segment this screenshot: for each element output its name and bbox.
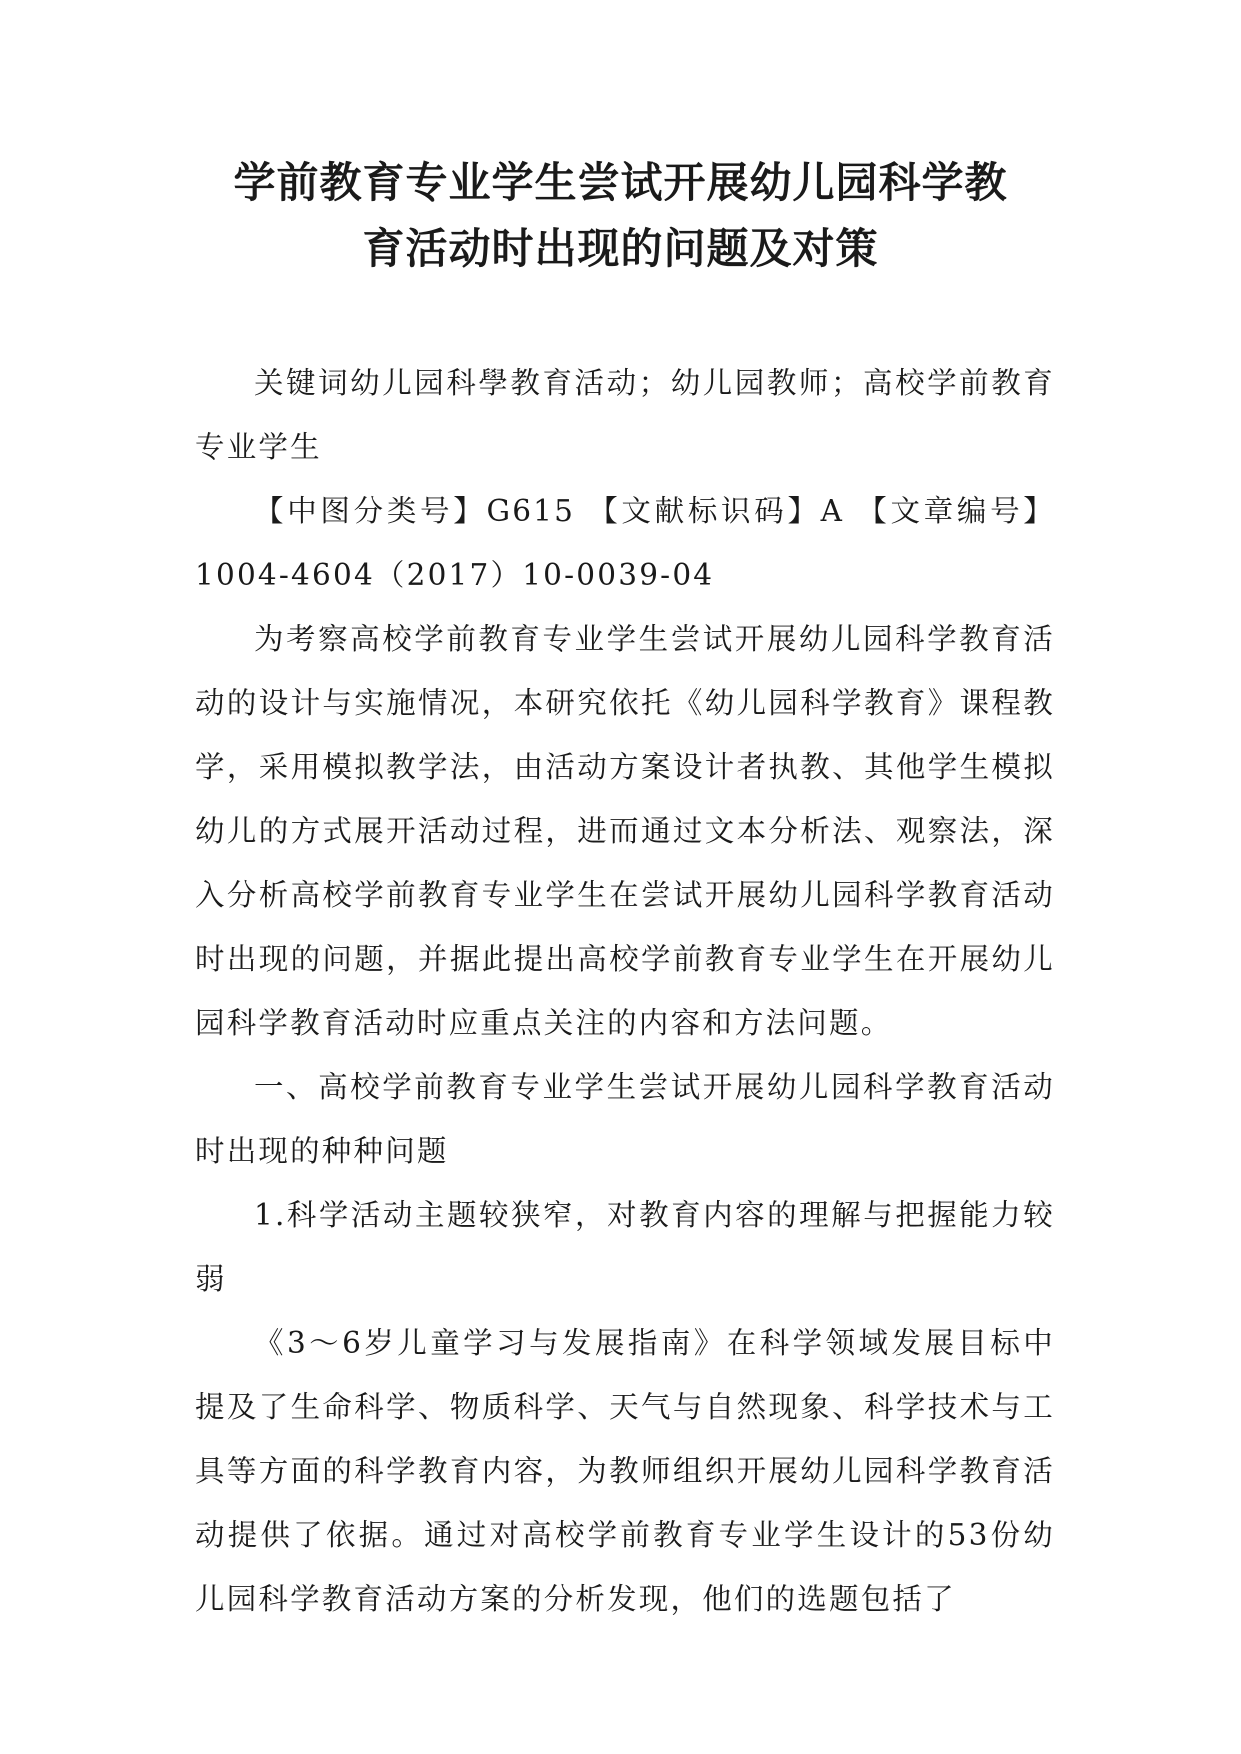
subsection-heading-1: 1.科学活动主题较狭窄，对教育内容的理解与把握能力较弱 (195, 1198, 1055, 1296)
section-heading-1: 一、高校学前教育专业学生尝试开展幼儿园科学教育活动时出现的种种问题 (195, 1070, 1055, 1168)
document-body (195, 351, 1055, 1631)
title-line-1: 学前教育专业学生尝试开展幼儿园科学教 (233, 158, 1008, 207)
classification-paragraph: 【中图分类号】G615 【文献标识码】A 【文章编号】1004-4604（2017）10-0039-04 (195, 494, 1055, 592)
keywords-paragraph: 关键词幼儿园科學教育活动；幼儿园教师；高校学前教育专业学生 (195, 366, 1055, 464)
document-title (150, 150, 1091, 282)
body-paragraph: 《3～6岁儿童学习与发展指南》在科学领域发展目标中提及了生命科学、物质科学、天气与自然现象、科学技术与工具等方面的科学教育内容，为教师组织开展幼儿园科学教育活动提供了依据。通过对高校学前教育专业学生设计的53份幼儿园科学教育活动方案的分析发现，他们的选题包括了 (195, 1326, 1055, 1616)
intro-paragraph: 为考察高校学前教育专业学生尝试开展幼儿园科学教育活动的设计与实施情况，本研究依托《幼儿园科学教育》课程教学，采用模拟教学法，由活动方案设计者执教、其他学生模拟幼儿的方式展开活动过程，进而通过文本分析法、观察法，深入分析高校学前教育专业学生在尝试开展幼儿园科学教育活动时出现的问题，并据此提出高校学前教育专业学生在开展幼儿园科学教育活动时应重点关注的内容和方法问题。 (195, 622, 1055, 1040)
title-line-2: 育活动时出现的问题及对策 (362, 224, 879, 273)
